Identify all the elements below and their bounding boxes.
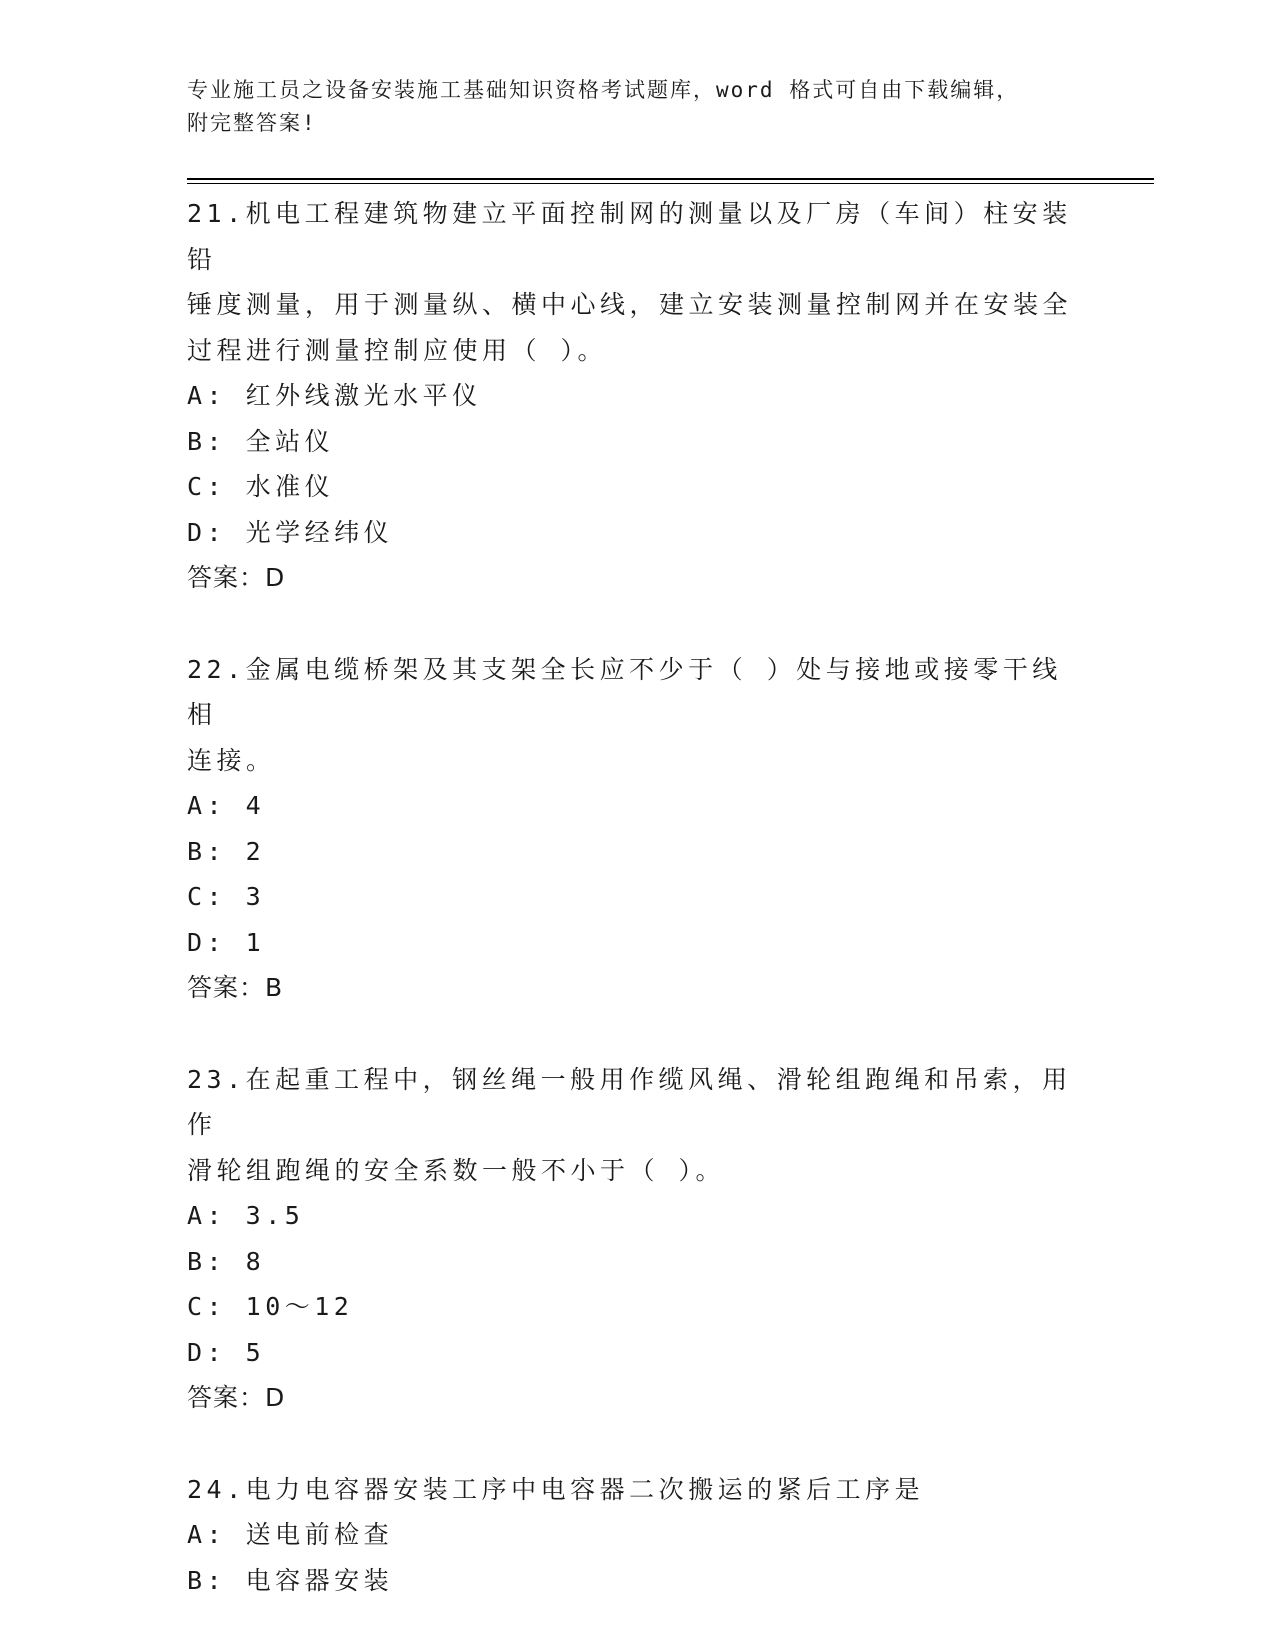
header-divider-thick xyxy=(187,178,1154,180)
option-d: D: 5 xyxy=(187,1337,266,1367)
option-a: A: 红外线激光水平仪 xyxy=(187,381,482,410)
option-b: B: 电容器安装 xyxy=(187,1565,394,1595)
option-b: B: 8 xyxy=(187,1246,266,1276)
option-a: A: 3.5 xyxy=(187,1201,305,1230)
question-stem xyxy=(187,1467,1087,1513)
question-stem-line: 锤度测量，用于测量纵、横中心线，建立安装测量控制网并在安装全 xyxy=(187,290,1073,319)
option-b: B: 全站仪 xyxy=(187,426,335,456)
answer-line: 答案：D xyxy=(187,563,286,592)
question-stem-line: 21.机电工程建筑物建立平面控制网的测量以及厂房（车间）柱安装铅 xyxy=(187,199,1072,274)
question-stem xyxy=(187,647,1087,784)
question-stem-line: 22.金属电缆桥架及其支架全长应不少于（ ）处与接地或接零干线相 xyxy=(187,654,1062,729)
option-c: C: 3 xyxy=(187,882,266,911)
option-d: D: 光学经纬仪 xyxy=(187,517,394,547)
option-b: B: 2 xyxy=(187,836,266,866)
question-23 xyxy=(187,1057,1087,1421)
question-stem-line: 滑轮组跑绳的安全系数一般不小于（ ）。 xyxy=(187,1155,726,1185)
question-stem-line: 过程进行测量控制应使用（ ）。 xyxy=(187,335,608,365)
question-stem xyxy=(187,191,1087,373)
question-22 xyxy=(187,647,1087,1011)
answer-line: 答案：B xyxy=(187,973,284,1002)
question-stem-line: 23.在起重工程中，钢丝绳一般用作缆风绳、滑轮组跑绳和吊索，用作 xyxy=(187,1064,1072,1139)
question-stem xyxy=(187,1057,1087,1194)
document-header xyxy=(187,74,1087,140)
question-list xyxy=(187,191,1087,1649)
header-divider-thin xyxy=(187,183,1154,184)
option-a: A: 送电前检查 xyxy=(187,1520,394,1549)
question-21 xyxy=(187,191,1087,601)
question-24 xyxy=(187,1467,1087,1604)
question-stem-line: 24.电力电容器安装工序中电容器二次搬运的紧后工序是 xyxy=(187,1474,925,1504)
header-line-2: 附完整答案! xyxy=(187,111,317,135)
answer-line: 答案：D xyxy=(187,1383,286,1412)
option-a: A: 4 xyxy=(187,791,266,820)
option-c: C: 10～12 xyxy=(187,1292,354,1321)
header-line-1: 专业施工员之设备安装施工基础知识资格考试题库，word 格式可自由下载编辑， xyxy=(187,78,1020,102)
question-stem-line: 连接。 xyxy=(187,745,276,775)
option-d: D: 1 xyxy=(187,927,266,957)
option-c: C: 水准仪 xyxy=(187,472,335,501)
